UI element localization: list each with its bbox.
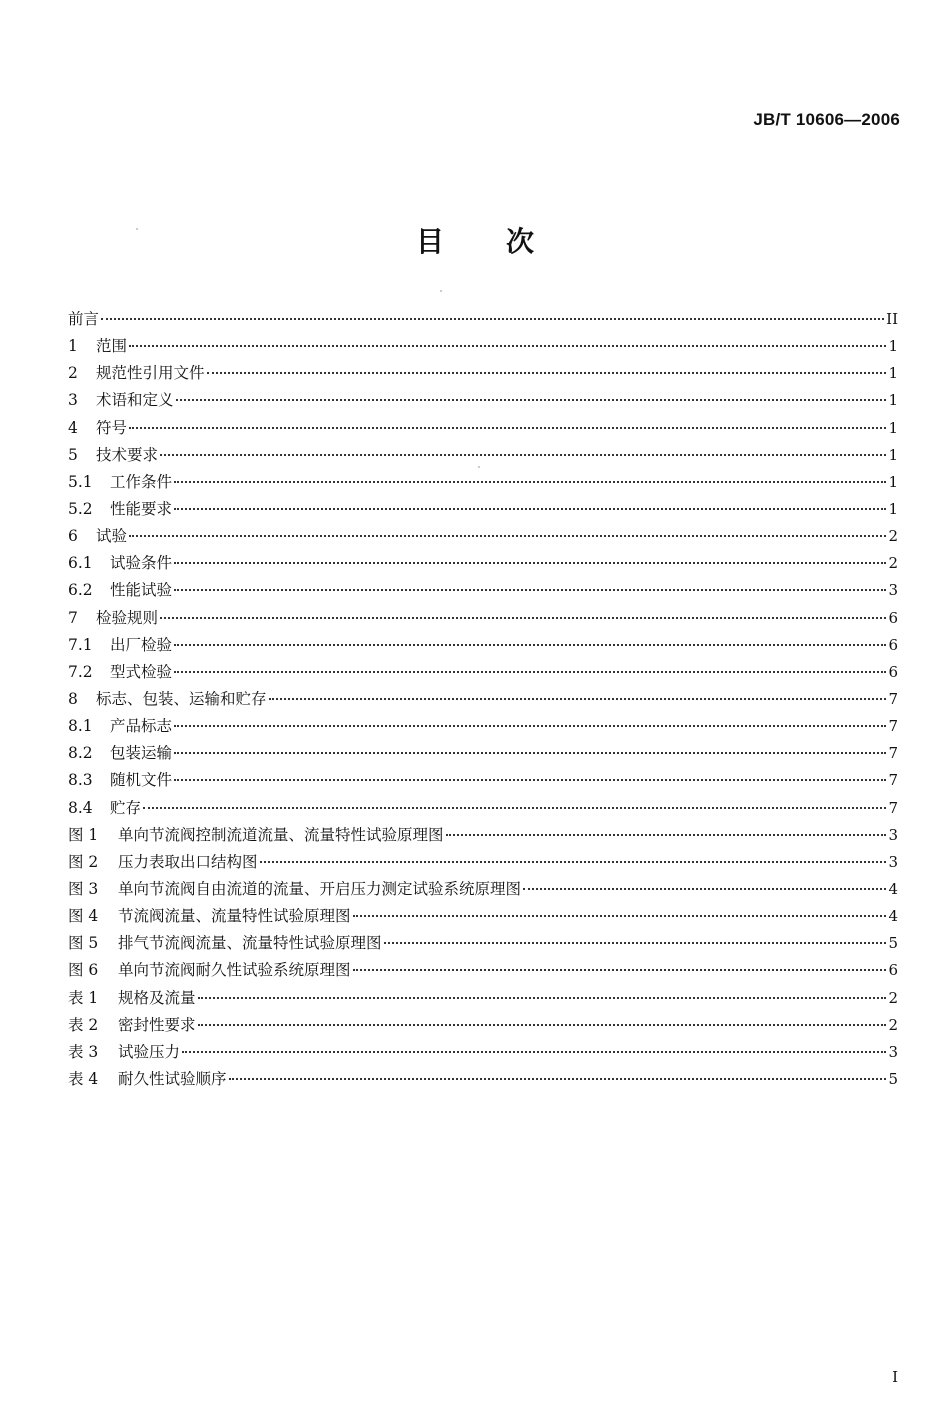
toc-entry-page: 1 bbox=[888, 499, 898, 518]
toc-entry-title: 符号 bbox=[96, 418, 128, 437]
toc-dot-leader bbox=[174, 508, 886, 510]
toc-entry-number: 6.1 bbox=[68, 554, 93, 573]
toc-dot-leader bbox=[446, 834, 887, 836]
toc-entry[interactable] bbox=[68, 306, 898, 333]
toc-dot-leader bbox=[198, 997, 887, 999]
toc-entry-page: 2 bbox=[888, 554, 898, 573]
toc-entry-page: 3 bbox=[888, 581, 898, 600]
toc-entry[interactable] bbox=[68, 632, 898, 659]
toc-dot-leader bbox=[174, 589, 886, 591]
toc-entry-page: 2 bbox=[888, 1015, 898, 1034]
toc-entry-title: 工作条件 bbox=[110, 472, 173, 491]
toc-entry-number: 8 bbox=[68, 689, 78, 708]
toc-entry-number: 图 2 bbox=[68, 852, 99, 871]
toc-entry-number: 表 1 bbox=[68, 988, 99, 1007]
toc-dot-leader bbox=[174, 752, 886, 754]
toc-dot-leader bbox=[176, 399, 887, 401]
toc-entry-page: 3 bbox=[888, 825, 898, 844]
toc-entry[interactable] bbox=[68, 333, 898, 360]
toc-entry-number: 图 3 bbox=[68, 879, 99, 898]
toc-entry-title: 试验条件 bbox=[110, 554, 173, 573]
toc-entry[interactable] bbox=[68, 903, 898, 930]
toc-entry[interactable] bbox=[68, 469, 898, 496]
toc-entry[interactable] bbox=[68, 930, 898, 957]
page-number: I bbox=[892, 1368, 898, 1386]
toc-entry-page: 7 bbox=[888, 689, 898, 708]
toc-entry-number: 8.2 bbox=[68, 744, 93, 763]
toc-entry-page: 7 bbox=[888, 771, 898, 790]
toc-entry-title: 技术要求 bbox=[96, 445, 159, 464]
toc-dot-leader bbox=[353, 969, 887, 971]
toc-entry[interactable] bbox=[68, 523, 898, 550]
document-code: JB/T 10606—2006 bbox=[753, 110, 900, 129]
toc-entry-page: 2 bbox=[888, 527, 898, 546]
toc-dot-leader bbox=[160, 617, 886, 619]
toc-entry[interactable] bbox=[68, 387, 898, 414]
toc-entry-number: 2 bbox=[68, 364, 78, 383]
toc-entry-title: 单向节流阀自由流道的流量、开启压力测定试验系统原理图 bbox=[118, 879, 522, 898]
toc-entry-title: 试验压力 bbox=[118, 1042, 181, 1061]
toc-dot-leader bbox=[174, 481, 886, 483]
toc-entry-number: 5.2 bbox=[68, 499, 93, 518]
toc-entry[interactable] bbox=[68, 686, 898, 713]
toc-dot-leader bbox=[143, 807, 886, 809]
toc-dot-leader bbox=[198, 1024, 887, 1026]
page-title: 目次 bbox=[415, 225, 596, 258]
toc-entry[interactable] bbox=[68, 767, 898, 794]
toc-entry-page: 7 bbox=[888, 717, 898, 736]
toc-entry[interactable] bbox=[68, 415, 898, 442]
toc-entry-title: 标志、包装、运输和贮存 bbox=[96, 689, 267, 708]
toc-entry-title: 前言 bbox=[68, 310, 100, 328]
toc-entry-page: 1 bbox=[888, 418, 898, 437]
toc-entry-number: 1 bbox=[68, 337, 78, 356]
toc-entry-page: 7 bbox=[888, 798, 898, 817]
toc-entry-title: 耐久性试验顺序 bbox=[118, 1069, 227, 1088]
toc-entry-page: 3 bbox=[888, 852, 898, 871]
toc-entry-title: 规格及流量 bbox=[118, 988, 196, 1007]
toc-entry-number: 图 5 bbox=[68, 934, 99, 953]
toc-dot-leader bbox=[174, 779, 886, 781]
scan-speck bbox=[136, 228, 138, 230]
toc-entry-title: 排气节流阀流量、流量特性试验原理图 bbox=[118, 934, 382, 953]
toc-entry[interactable] bbox=[68, 822, 898, 849]
toc-entry-number: 5.1 bbox=[68, 472, 93, 491]
toc-entry-number: 7 bbox=[68, 608, 78, 627]
toc-entry-number: 8.1 bbox=[68, 717, 93, 736]
toc-entry-title: 试验 bbox=[96, 527, 128, 546]
toc-entry-title: 出厂检验 bbox=[110, 635, 173, 654]
toc-entry-page: II bbox=[886, 310, 898, 328]
toc-entry-page: 5 bbox=[888, 1069, 898, 1088]
toc-entry-title: 单向节流阀耐久性试验系统原理图 bbox=[118, 961, 351, 980]
toc-entry[interactable] bbox=[68, 496, 898, 523]
toc-dot-leader bbox=[353, 915, 887, 917]
toc-entry-number: 4 bbox=[68, 418, 78, 437]
toc-entry-title: 产品标志 bbox=[110, 717, 173, 736]
toc-entry[interactable] bbox=[68, 713, 898, 740]
toc-entry-page: 1 bbox=[888, 472, 898, 491]
toc-dot-leader bbox=[384, 942, 887, 944]
toc-dot-leader bbox=[174, 562, 886, 564]
toc-entry-title: 检验规则 bbox=[96, 608, 159, 627]
toc-entry-number: 6.2 bbox=[68, 581, 93, 600]
toc-entry-number: 表 3 bbox=[68, 1042, 99, 1061]
toc-entry[interactable] bbox=[68, 442, 898, 469]
toc-dot-leader bbox=[523, 888, 886, 890]
toc-entry-page: 1 bbox=[888, 337, 898, 356]
toc-entry-page: 6 bbox=[888, 635, 898, 654]
toc-entry-number: 3 bbox=[68, 391, 78, 410]
toc-entry-page: 6 bbox=[888, 961, 898, 980]
toc-entry-title: 性能要求 bbox=[110, 499, 173, 518]
toc-dot-leader bbox=[260, 861, 887, 863]
toc-entry[interactable] bbox=[68, 957, 898, 984]
toc-entry[interactable] bbox=[68, 849, 898, 876]
toc-entry-page: 4 bbox=[888, 907, 898, 926]
toc-entry-page: 6 bbox=[888, 662, 898, 681]
toc-dot-leader bbox=[229, 1078, 887, 1080]
toc-dot-leader bbox=[174, 671, 886, 673]
toc-entry-number: 表 4 bbox=[68, 1069, 99, 1088]
toc-entry-title: 性能试验 bbox=[110, 581, 173, 600]
toc-entry[interactable] bbox=[68, 605, 898, 632]
toc-entry-title: 包装运输 bbox=[110, 744, 173, 763]
toc-entry-title: 范围 bbox=[96, 337, 128, 356]
toc-entry[interactable] bbox=[68, 1012, 898, 1039]
toc-entry-title: 规范性引用文件 bbox=[96, 364, 205, 383]
toc-entry-page: 7 bbox=[888, 744, 898, 763]
toc-entry-page: 5 bbox=[888, 934, 898, 953]
toc-entry[interactable] bbox=[68, 795, 898, 822]
toc-entry-number: 8.3 bbox=[68, 771, 93, 790]
toc-dot-leader bbox=[269, 698, 887, 700]
toc-entry-title: 术语和定义 bbox=[96, 391, 174, 410]
toc-entry-page: 4 bbox=[888, 879, 898, 898]
toc-dot-leader bbox=[129, 427, 886, 429]
toc-dot-leader bbox=[129, 535, 886, 537]
toc-entry-title: 节流阀流量、流量特性试验原理图 bbox=[118, 907, 351, 926]
toc-entry-number: 图 4 bbox=[68, 907, 99, 926]
toc-entry-title: 单向节流阀控制流道流量、流量特性试验原理图 bbox=[118, 825, 444, 844]
toc-dot-leader bbox=[129, 345, 886, 347]
toc-entry-number: 图 1 bbox=[68, 825, 99, 844]
toc-entry-page: 1 bbox=[888, 391, 898, 410]
toc-entry[interactable] bbox=[68, 1066, 898, 1093]
scan-speck bbox=[440, 290, 442, 292]
toc-entry-number: 8.4 bbox=[68, 798, 93, 817]
toc-dot-leader bbox=[182, 1051, 886, 1053]
toc-entry-number: 7.2 bbox=[68, 662, 93, 681]
toc-dot-leader bbox=[207, 372, 887, 374]
toc-entry-number: 5 bbox=[68, 445, 78, 464]
toc-entry[interactable] bbox=[68, 577, 898, 604]
toc-entry-title: 型式检验 bbox=[110, 662, 173, 681]
toc-entry-number: 7.1 bbox=[68, 635, 93, 654]
toc-entry[interactable] bbox=[68, 985, 898, 1012]
toc-entry-title: 随机文件 bbox=[110, 771, 173, 790]
toc-entry[interactable] bbox=[68, 659, 898, 686]
toc-entry-title: 贮存 bbox=[110, 798, 142, 817]
toc-entry-page: 2 bbox=[888, 988, 898, 1007]
toc-dot-leader bbox=[101, 318, 884, 320]
toc-entry[interactable] bbox=[68, 550, 898, 577]
toc-entry[interactable] bbox=[68, 876, 898, 903]
toc-entry-number: 表 2 bbox=[68, 1015, 99, 1034]
toc-entry[interactable] bbox=[68, 740, 898, 767]
toc-entry-number: 图 6 bbox=[68, 961, 99, 980]
toc-dot-leader bbox=[174, 725, 886, 727]
toc-dot-leader bbox=[174, 644, 886, 646]
toc-entry-page: 3 bbox=[888, 1042, 898, 1061]
toc-entry[interactable] bbox=[68, 360, 898, 387]
toc-entry-page: 6 bbox=[888, 608, 898, 627]
toc-entry-page: 1 bbox=[888, 364, 898, 383]
toc-entry-number: 6 bbox=[68, 527, 78, 546]
toc-dot-leader bbox=[160, 454, 886, 456]
toc-entry[interactable] bbox=[68, 1039, 898, 1066]
toc-entry-title: 密封性要求 bbox=[118, 1015, 196, 1034]
toc-entry-title: 压力表取出口结构图 bbox=[118, 852, 258, 871]
toc-entry-page: 1 bbox=[888, 445, 898, 464]
scan-speck bbox=[478, 466, 480, 468]
table-of-contents bbox=[68, 306, 898, 1093]
